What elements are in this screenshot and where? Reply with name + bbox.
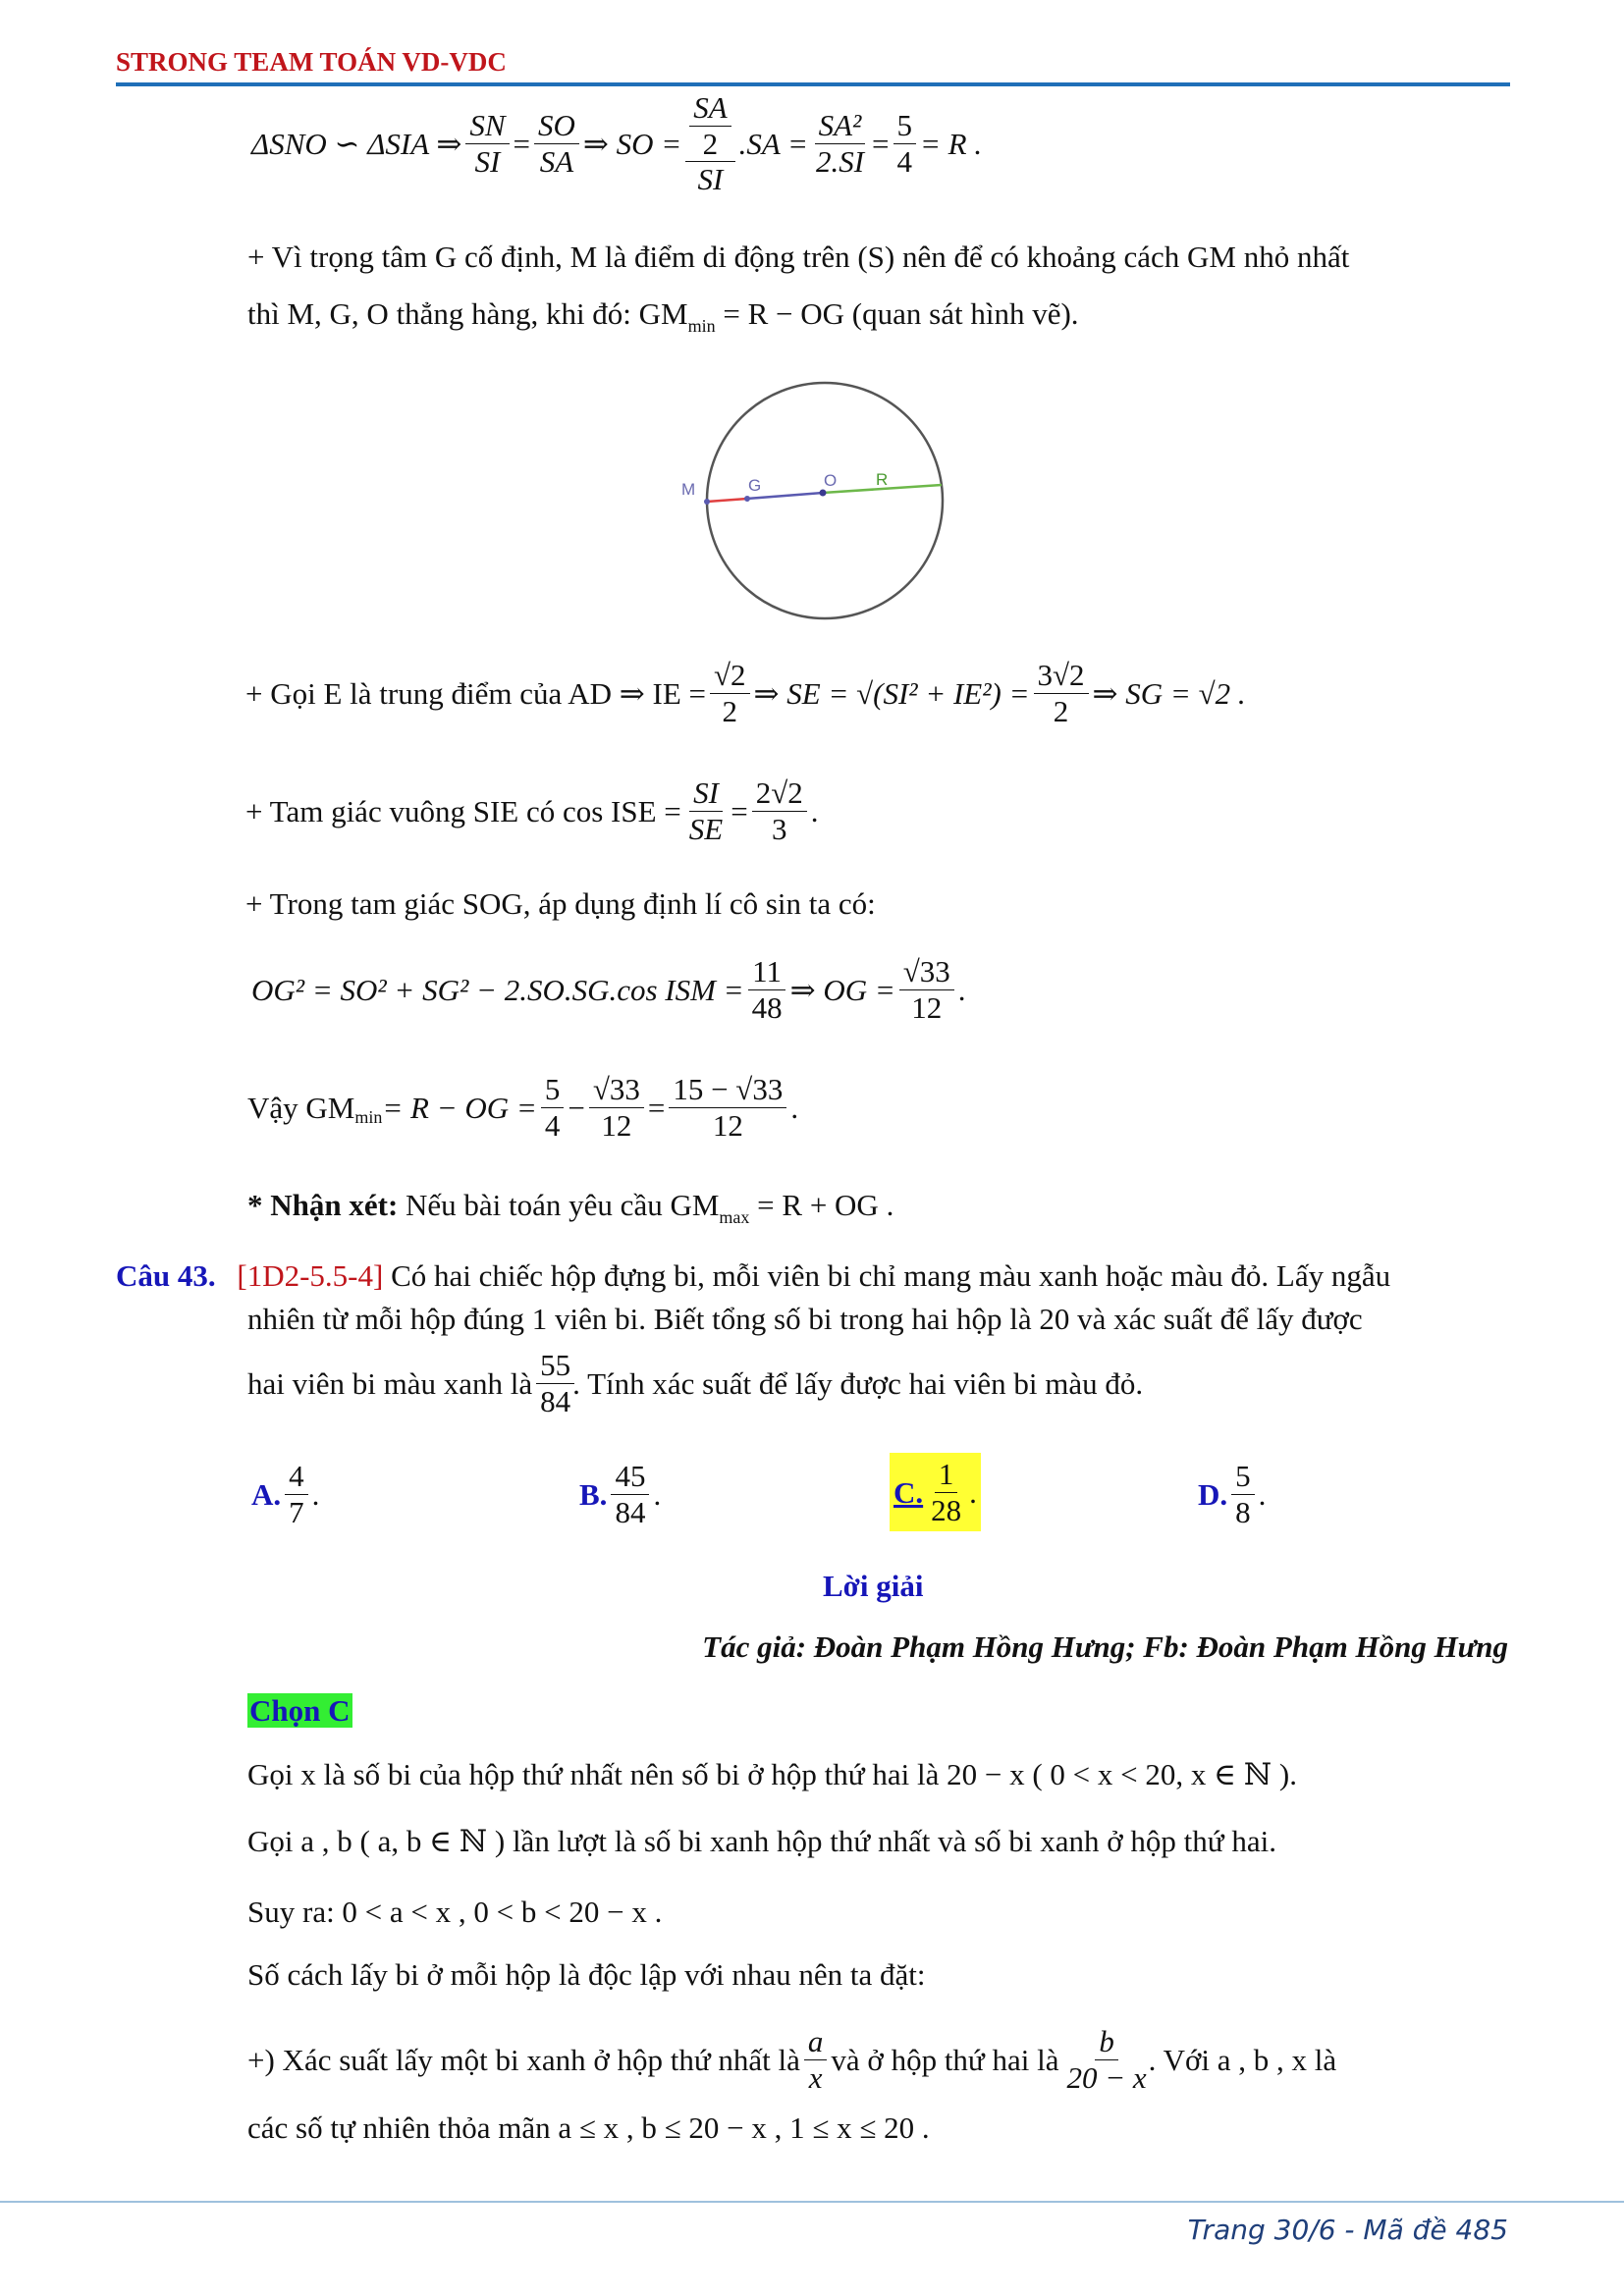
question-text-3a: hai viên bi màu xanh là bbox=[247, 1365, 533, 1401]
point-g bbox=[744, 496, 750, 502]
fraction-den: 8 bbox=[1235, 1494, 1251, 1529]
fraction-den: 48 bbox=[751, 989, 783, 1025]
p1b-sub: min bbox=[687, 316, 716, 336]
ie-c: ⇒ SG = √2 . bbox=[1092, 675, 1246, 711]
fraction-num: SI bbox=[689, 775, 723, 812]
option-c[interactable]: C. $\frac{1}{28}$ . bbox=[890, 1453, 981, 1531]
solution-line-2: Gọi a , b ( a, b ∈ ℕ ) lần lượt là số bi xanh hộp thứ nhất và số bi xanh ở hộp thứ hai. bbox=[247, 1824, 1276, 1858]
fraction bbox=[465, 108, 509, 179]
fraction bbox=[899, 954, 954, 1025]
ie-a: + Gọi E là trung điểm của AD ⇒ IE = bbox=[245, 675, 707, 711]
fraction-den: 7 bbox=[289, 1494, 304, 1529]
option-a[interactable]: A. $\frac{4}{7}$ . bbox=[251, 1459, 320, 1529]
point-m bbox=[704, 499, 710, 505]
question-line-3 bbox=[247, 1348, 1143, 1418]
fraction-num: b bbox=[1095, 2024, 1118, 2060]
fraction-den: SE bbox=[688, 811, 724, 846]
fraction-den: 28 bbox=[931, 1492, 962, 1527]
compound-fraction bbox=[685, 90, 734, 197]
s5-c: . Với a , b , x là bbox=[1148, 2042, 1337, 2077]
question-text-3b: . Tính xác suất để lấy được hai viên bi màu đỏ. bbox=[572, 1365, 1144, 1401]
fraction bbox=[536, 1348, 574, 1418]
fraction-num: 45 bbox=[611, 1459, 649, 1495]
fraction-den: 2 bbox=[1053, 693, 1069, 728]
header-brand-strong: STRONG bbox=[116, 47, 229, 77]
p1b-b: = R − OG (quan sát hình vẽ). bbox=[715, 296, 1079, 331]
fraction bbox=[804, 2024, 828, 2095]
fraction-den: 12 bbox=[712, 1107, 743, 1143]
fraction-den: 12 bbox=[911, 989, 943, 1025]
fraction-den: 4 bbox=[896, 143, 912, 179]
choice-badge: Chọn C bbox=[249, 1693, 351, 1728]
solution-line-4: Số cách lấy bi ở mỗi hộp là độc lập với nhau nên ta đặt: bbox=[247, 1957, 926, 1992]
solution-author: Tác giả: Đoàn Phạm Hồng Hưng; Fb: Đoàn Phạm Hồng Hưng bbox=[702, 1629, 1508, 1664]
s5-b: và ở hộp thứ hai là bbox=[831, 2042, 1059, 2077]
sim-end: = R . bbox=[920, 126, 983, 161]
vay-a: Vậy GM bbox=[247, 1090, 355, 1125]
fraction-num: 4 bbox=[285, 1459, 308, 1495]
triangle-sog-intro: + Trong tam giác SOG, áp dụng định lí cô sin ta có: bbox=[245, 886, 876, 921]
fraction bbox=[812, 108, 868, 179]
fraction-top: SA bbox=[689, 90, 731, 127]
footer-rule bbox=[0, 2201, 1624, 2203]
option-letter: B. bbox=[579, 1476, 608, 1512]
fraction bbox=[927, 1457, 965, 1527]
fraction bbox=[669, 1072, 786, 1143]
option-d[interactable]: D. $\frac{5}{8}$ . bbox=[1198, 1459, 1267, 1529]
fraction-den: SA bbox=[539, 143, 574, 179]
footer-page-info: Trang 30/6 - Mã đề 485 bbox=[1187, 2214, 1508, 2246]
fraction-num: 3√2 bbox=[1034, 658, 1089, 694]
fraction-den: SI bbox=[474, 143, 501, 179]
og-a: OG² = SO² + SG² − 2.SO.SG.cos ISM = bbox=[251, 972, 744, 1007]
fraction-num: 1 bbox=[935, 1457, 958, 1493]
fraction-num: √33 bbox=[899, 954, 954, 990]
cos-a: + Tam giác vuông SIE có cos ISE = bbox=[245, 793, 681, 828]
sim-mid2: .SA = bbox=[738, 126, 808, 161]
option-letter: A. bbox=[251, 1476, 282, 1512]
fraction-mid: 2 bbox=[702, 126, 719, 161]
p1b-a: thì M, G, O thẳng hàng, khi đó: GM bbox=[247, 296, 688, 331]
vay-sub: min bbox=[354, 1107, 383, 1128]
fraction-num: √2 bbox=[710, 658, 750, 694]
question-line-1 bbox=[116, 1260, 1390, 1291]
fraction-den: SI bbox=[697, 162, 724, 197]
fraction-num: SO bbox=[534, 108, 579, 144]
fraction-den: 4 bbox=[544, 1107, 561, 1143]
label-m: M bbox=[681, 480, 696, 499]
paragraph-centroid-2 bbox=[247, 298, 1079, 335]
fraction-num: 11 bbox=[748, 954, 785, 990]
fraction-num: 15 − √33 bbox=[669, 1072, 786, 1108]
page-header bbox=[116, 47, 507, 78]
fraction bbox=[752, 775, 807, 846]
fraction-den: 2.SI bbox=[815, 143, 865, 179]
fraction bbox=[611, 1459, 649, 1529]
header-brand-rest: TEAM TOÁN VD-VDC bbox=[234, 47, 507, 77]
fraction-num: 5 bbox=[541, 1072, 565, 1108]
fraction bbox=[589, 1072, 644, 1143]
fraction-den: 12 bbox=[601, 1107, 632, 1143]
question-line-2: nhiên từ mỗi hộp đúng 1 viên bi. Biết tổng số bi trong hai hộp là 20 và xác suất để lấy được bbox=[247, 1302, 1363, 1336]
solution-line-1: Gọi x là số bi của hộp thứ nhất nên số bi ở hộp thứ hai là 20 − x ( 0 < x < 20, x ∈ ℕ ). bbox=[247, 1757, 1297, 1791]
fraction bbox=[1231, 1459, 1255, 1529]
gm-min-result: Vậy GM min = R − OG = $\frac{5}{4}$ − $\frac{√33}{12}$ = $\frac{15 - √33}{12}$ . bbox=[247, 1072, 799, 1143]
fraction-den: 2 bbox=[722, 693, 738, 728]
segment-mg bbox=[707, 499, 747, 502]
similar-triangles-equation: ΔSNO ∽ ΔSIA ⇒ $\frac{SN}{SI}$ = $\frac{SO}{SA}$ ⇒ SO = SA 2 SI .SA = $\frac{\text{SA²}}{2.SI}$ = $\frac{5}{4}$ = R . bbox=[251, 90, 983, 197]
fraction-den: 3 bbox=[771, 811, 787, 846]
fraction bbox=[748, 954, 786, 1025]
fraction-num: 55 bbox=[536, 1348, 574, 1384]
fraction-num: 5 bbox=[893, 108, 917, 144]
fraction bbox=[1034, 658, 1089, 728]
fraction bbox=[685, 775, 727, 846]
og-b: ⇒ OG = bbox=[789, 972, 895, 1007]
remark-sub: max bbox=[719, 1207, 750, 1227]
s5-a: +) Xác suất lấy một bi xanh ở hộp thứ nhất là bbox=[247, 2042, 800, 2077]
label-g: G bbox=[748, 476, 762, 495]
fraction-num: √33 bbox=[589, 1072, 644, 1108]
remark-text: Nếu bài toán yêu cầu GM bbox=[398, 1188, 720, 1222]
fraction-num: SN bbox=[465, 108, 509, 144]
midpoint-equation bbox=[245, 658, 1246, 728]
solution-line-6: các số tự nhiên thỏa mãn a ≤ x , b ≤ 20 − x , 1 ≤ x ≤ 20 . bbox=[247, 2110, 930, 2145]
remark-label: * Nhận xét: bbox=[247, 1188, 399, 1222]
solution-line-5 bbox=[247, 2024, 1336, 2095]
fraction-num: SA² bbox=[815, 108, 866, 144]
paragraph-centroid-1: + Vì trọng tâm G cố định, M là điểm di động trên (S) nên để có khoảng cách GM nhỏ nhất bbox=[247, 240, 1350, 274]
label-o: O bbox=[824, 471, 838, 490]
question-text-1: Có hai chiếc hộp đựng bi, mỗi viên bi chỉ mang màu xanh hoặc màu đỏ. Lấy ngẫu bbox=[383, 1258, 1391, 1293]
sim-mid: ⇒ SO = bbox=[582, 126, 682, 161]
fraction-den: x bbox=[808, 2059, 823, 2095]
fraction-num: 5 bbox=[1231, 1459, 1255, 1495]
label-r: R bbox=[876, 470, 889, 489]
header-rule bbox=[116, 82, 1510, 86]
solution-line-3: Suy ra: 0 < a < x , 0 < b < 20 − x . bbox=[247, 1895, 663, 1929]
fraction bbox=[1062, 2024, 1150, 2095]
fraction-den: 84 bbox=[615, 1494, 646, 1529]
og-equation: OG² = SO² + SG² − 2.SO.SG.cos ISM = $\frac{11}{48}$ ⇒ OG = $\frac{√33}{12}$ . bbox=[251, 954, 966, 1025]
question-tag: [1D2-5.5-4] bbox=[237, 1258, 384, 1293]
option-letter: D. bbox=[1198, 1476, 1228, 1512]
fraction-num: a bbox=[804, 2024, 828, 2060]
fraction-num: 2√2 bbox=[752, 775, 807, 812]
ie-b: ⇒ SE = √(SI² + IE²) = bbox=[753, 675, 1030, 711]
fraction bbox=[534, 108, 579, 179]
fraction bbox=[285, 1459, 308, 1529]
sim-left: ΔSNO ∽ ΔSIA ⇒ bbox=[251, 126, 462, 161]
circle-figure bbox=[681, 363, 962, 638]
sphere-circle bbox=[707, 383, 943, 618]
solution-title: Lời giải bbox=[823, 1569, 924, 1603]
point-o bbox=[820, 490, 827, 497]
cosine-equation: + Tam giác vuông SIE có cos ISE = $\frac{SI}{SE}$ = $\frac{2√2}{3}$ . bbox=[245, 775, 819, 846]
option-b[interactable]: B. $\frac{45}{84}$ . bbox=[579, 1459, 662, 1529]
fraction-den: 84 bbox=[540, 1383, 571, 1418]
question-number: Câu 43. bbox=[116, 1258, 216, 1293]
fraction bbox=[893, 108, 917, 179]
vay-b: = R − OG = bbox=[382, 1090, 537, 1125]
fraction bbox=[710, 658, 750, 728]
remark-end: = R + OG . bbox=[749, 1188, 894, 1222]
remark bbox=[247, 1190, 893, 1226]
fraction bbox=[541, 1072, 565, 1143]
option-letter: C. bbox=[893, 1474, 924, 1510]
fraction-den: 20 − x bbox=[1066, 2059, 1147, 2095]
